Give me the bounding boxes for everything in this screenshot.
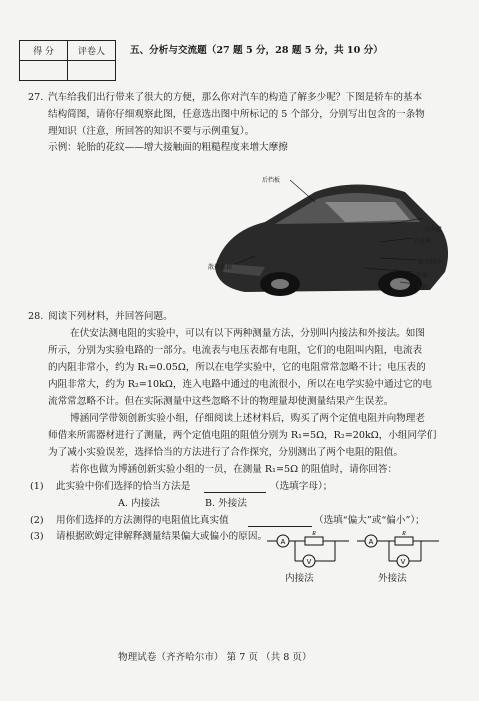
sub1-text-end: （选填字母）； [270,481,333,492]
sub1-number: (1) [30,481,44,492]
resistor-label: R [402,531,406,537]
label-steering: 方向盘 [424,226,443,233]
outer-connection-circuit [355,528,445,578]
ammeter-symbol: A [280,539,286,546]
q28-intro: 阅读下列材料，并回答问题。 [48,311,173,322]
label-wheel: 车轮 [416,284,429,291]
q28-p2-3: 为了减小实验误差，选择恰当的方法进行了合作探究，分别测出了两个电阻的阻值。 [48,447,403,458]
q28-p1-3: 的内阻非常小，约为 R₁=0.05Ω，所以在电学实验中，它的电阻常常忽略不计；电压表的 [48,362,426,373]
sub2-text: 用你们选择的方法测得的电阻值比真实值 [56,515,229,526]
option-b: B. 外接法 [205,498,247,509]
label-battery: 电池 [416,272,429,279]
grader-cell [68,61,116,81]
section-title: 五、分析与交流题（27 题 5 分，28 题 5 分，共 10 分） [130,45,383,56]
q28-p3: 若你也做为博涵创新实验小组的一员，在测量 R₁=5Ω 的阻值时，请你回答： [70,464,398,475]
voltmeter-symbol: V [400,559,406,566]
q28-p1-4: 内阻非常大，约为 R₂=10kΩ，连入电路中通过的电流很小，所以在电学实验中通过它的电 [48,379,432,390]
sub1-answer-blank[interactable] [204,492,266,493]
label-horn: 汽油机 [414,238,433,245]
grader-header: 评卷人 [68,41,116,61]
q28-p2-1: 博涵同学带领创新实验小组，仔细阅读上述材料后，购买了两个定值电阻并向物理老 [70,413,425,424]
inner-connection-circuit [265,528,355,578]
sub2-text-end: （选填“偏大”或“偏小”）； [314,515,425,526]
label-rear-window: 后挡板 [262,177,281,184]
outer-connection-label: 外接法 [378,573,407,584]
score-header: 得 分 [20,41,68,61]
inner-connection-label: 内接法 [285,573,314,584]
option-a: A. 内接法 [118,498,160,509]
sub3-number: (3) [30,531,44,542]
q28-p1-5: 流常常忽略不计。但在实际测量中这些忽略不计的物理量却使测量结果产生误差。 [48,396,394,407]
ammeter-symbol: A [368,539,374,546]
score-cell [20,61,68,81]
label-radiator: 散热水箱 [208,264,233,271]
q27-line3: 理知识（注意，所回答的知识不要与示例重复）。 [48,126,255,137]
sub2-answer-blank[interactable] [248,526,312,527]
label-brake: 碟式制车 [418,259,443,266]
sub1-text: 此实验中你们选择的恰当方法是 [56,481,191,492]
page-footer: 物理试卷（齐齐哈尔市） 第 7 页 （共 8 页） [118,652,312,663]
q27-line1: 汽车给我们出行带来了很大的方便，那么你对汽车的构造了解多少呢？下图是轿车的基本 [48,92,423,103]
score-table [19,40,116,81]
q28-p1-2: 所示，分别为实验电路的一部分。电流表与电压表都有电阻，它们的电阻叫内阻，电流表 [48,345,423,356]
sub2-number: (2) [30,515,44,526]
voltmeter-symbol: V [306,559,312,566]
q28-p1-1: 在伏安法测电阻的实验中，可以有以下两种测量方法，分别叫内接法和外接法。如图 [70,328,425,339]
q28-number: 28. [28,311,44,322]
q28-p2-2: 师借来所需器材进行了测量，两个定值电阻的阻值分别为 R₁=5Ω，R₂=20kΩ，小组同学们 [48,430,437,441]
resistor-label: R [312,531,316,537]
sub3-text: 请根据欧姆定律解释测量结果偏大或偏小的原因。 [56,531,268,542]
q27-line2: 结构简图，请你仔细观察此图，任意选出图中所标记的 5 个部分，分别写出包含的一条物 [48,109,425,120]
q27-number: 27. [28,92,44,103]
q27-example: 示例：轮胎的花纹——增大接触面的粗糙程度来增大摩擦 [48,142,288,153]
